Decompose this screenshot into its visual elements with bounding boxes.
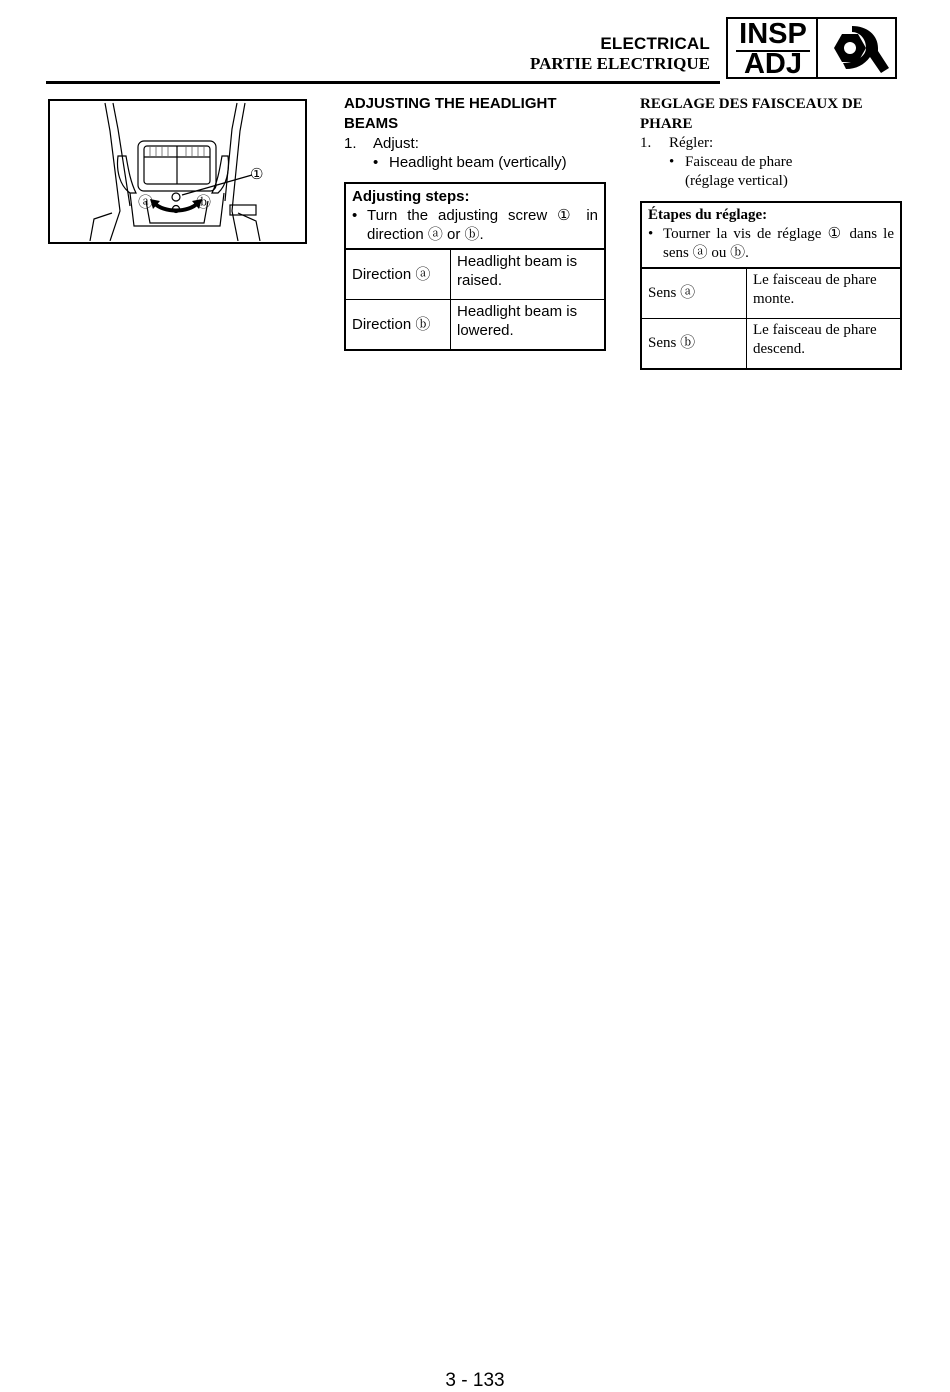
result-cell: Le faisceau de phare monte. [753, 272, 877, 307]
wrench-nut-icon [822, 21, 892, 75]
callout-direction-b: ⓑ [196, 193, 212, 211]
badge-insp-label: INSP [739, 18, 807, 50]
direction-cell: Direction ⓑ [346, 300, 451, 349]
table-row [346, 249, 604, 299]
table-row [642, 268, 900, 318]
english-column [344, 94, 606, 351]
box-header [642, 203, 900, 268]
step-number: 1. [640, 135, 652, 151]
step-text: Adjust: [373, 135, 419, 152]
headlight-illustration [48, 99, 307, 244]
insp-adj-badge [726, 17, 897, 79]
french-column [640, 94, 902, 370]
step-1-en [344, 134, 606, 153]
result-cell: Headlight beam is raised. [457, 253, 578, 289]
page-number: 3 - 133 [445, 1370, 505, 1391]
box-title: Adjusting steps: [352, 188, 470, 205]
step-text: Régler: [669, 135, 714, 151]
callout-screw-label: ① [250, 165, 264, 183]
bullet-line-1: Faisceau de phare [685, 154, 793, 170]
box-instruction: • Tourner la vis de réglage ① dans le sens ⓐ ou ⓑ. [648, 225, 894, 263]
box-instruction: • Turn the adjusting screw ① in direction ⓐ or ⓑ. [352, 206, 598, 244]
step-number: 1. [344, 135, 357, 152]
headlight-drawing [50, 101, 304, 241]
box-title: Étapes du réglage: [648, 207, 768, 223]
badge-text-block [728, 18, 818, 80]
badge-adj-label: ADJ [743, 48, 802, 80]
callout-direction-a: ⓐ [138, 193, 154, 211]
section-heading-en: ADJUSTING THE HEADLIGHT BEAMS [344, 95, 557, 132]
bullet-line-2: (réglage vertical) [685, 173, 788, 189]
direction-cell: Direction ⓐ [346, 250, 451, 299]
box-header [346, 184, 604, 249]
header-rule [46, 81, 720, 84]
section-heading-fr: REGLAGE DES FAISCEAUX DE PHARE [640, 96, 863, 132]
step-1-fr [640, 134, 902, 153]
adjusting-steps-box-en [344, 182, 606, 351]
direction-cell: Sens ⓐ [642, 269, 747, 318]
section-title-fr: PARTIE ELECTRIQUE [530, 54, 710, 73]
section-title-en: ELECTRICAL [600, 34, 710, 53]
table-row [642, 318, 900, 368]
bullet-item-en: • Headlight beam (vertically) [344, 153, 606, 172]
table-row [346, 299, 604, 349]
result-cell: Headlight beam is lowered. [457, 303, 578, 339]
bullet-item-fr [640, 153, 902, 191]
direction-cell: Sens ⓑ [642, 319, 747, 368]
result-cell: Le faisceau de phare descend. [753, 322, 877, 357]
adjusting-steps-box-fr [640, 201, 902, 370]
